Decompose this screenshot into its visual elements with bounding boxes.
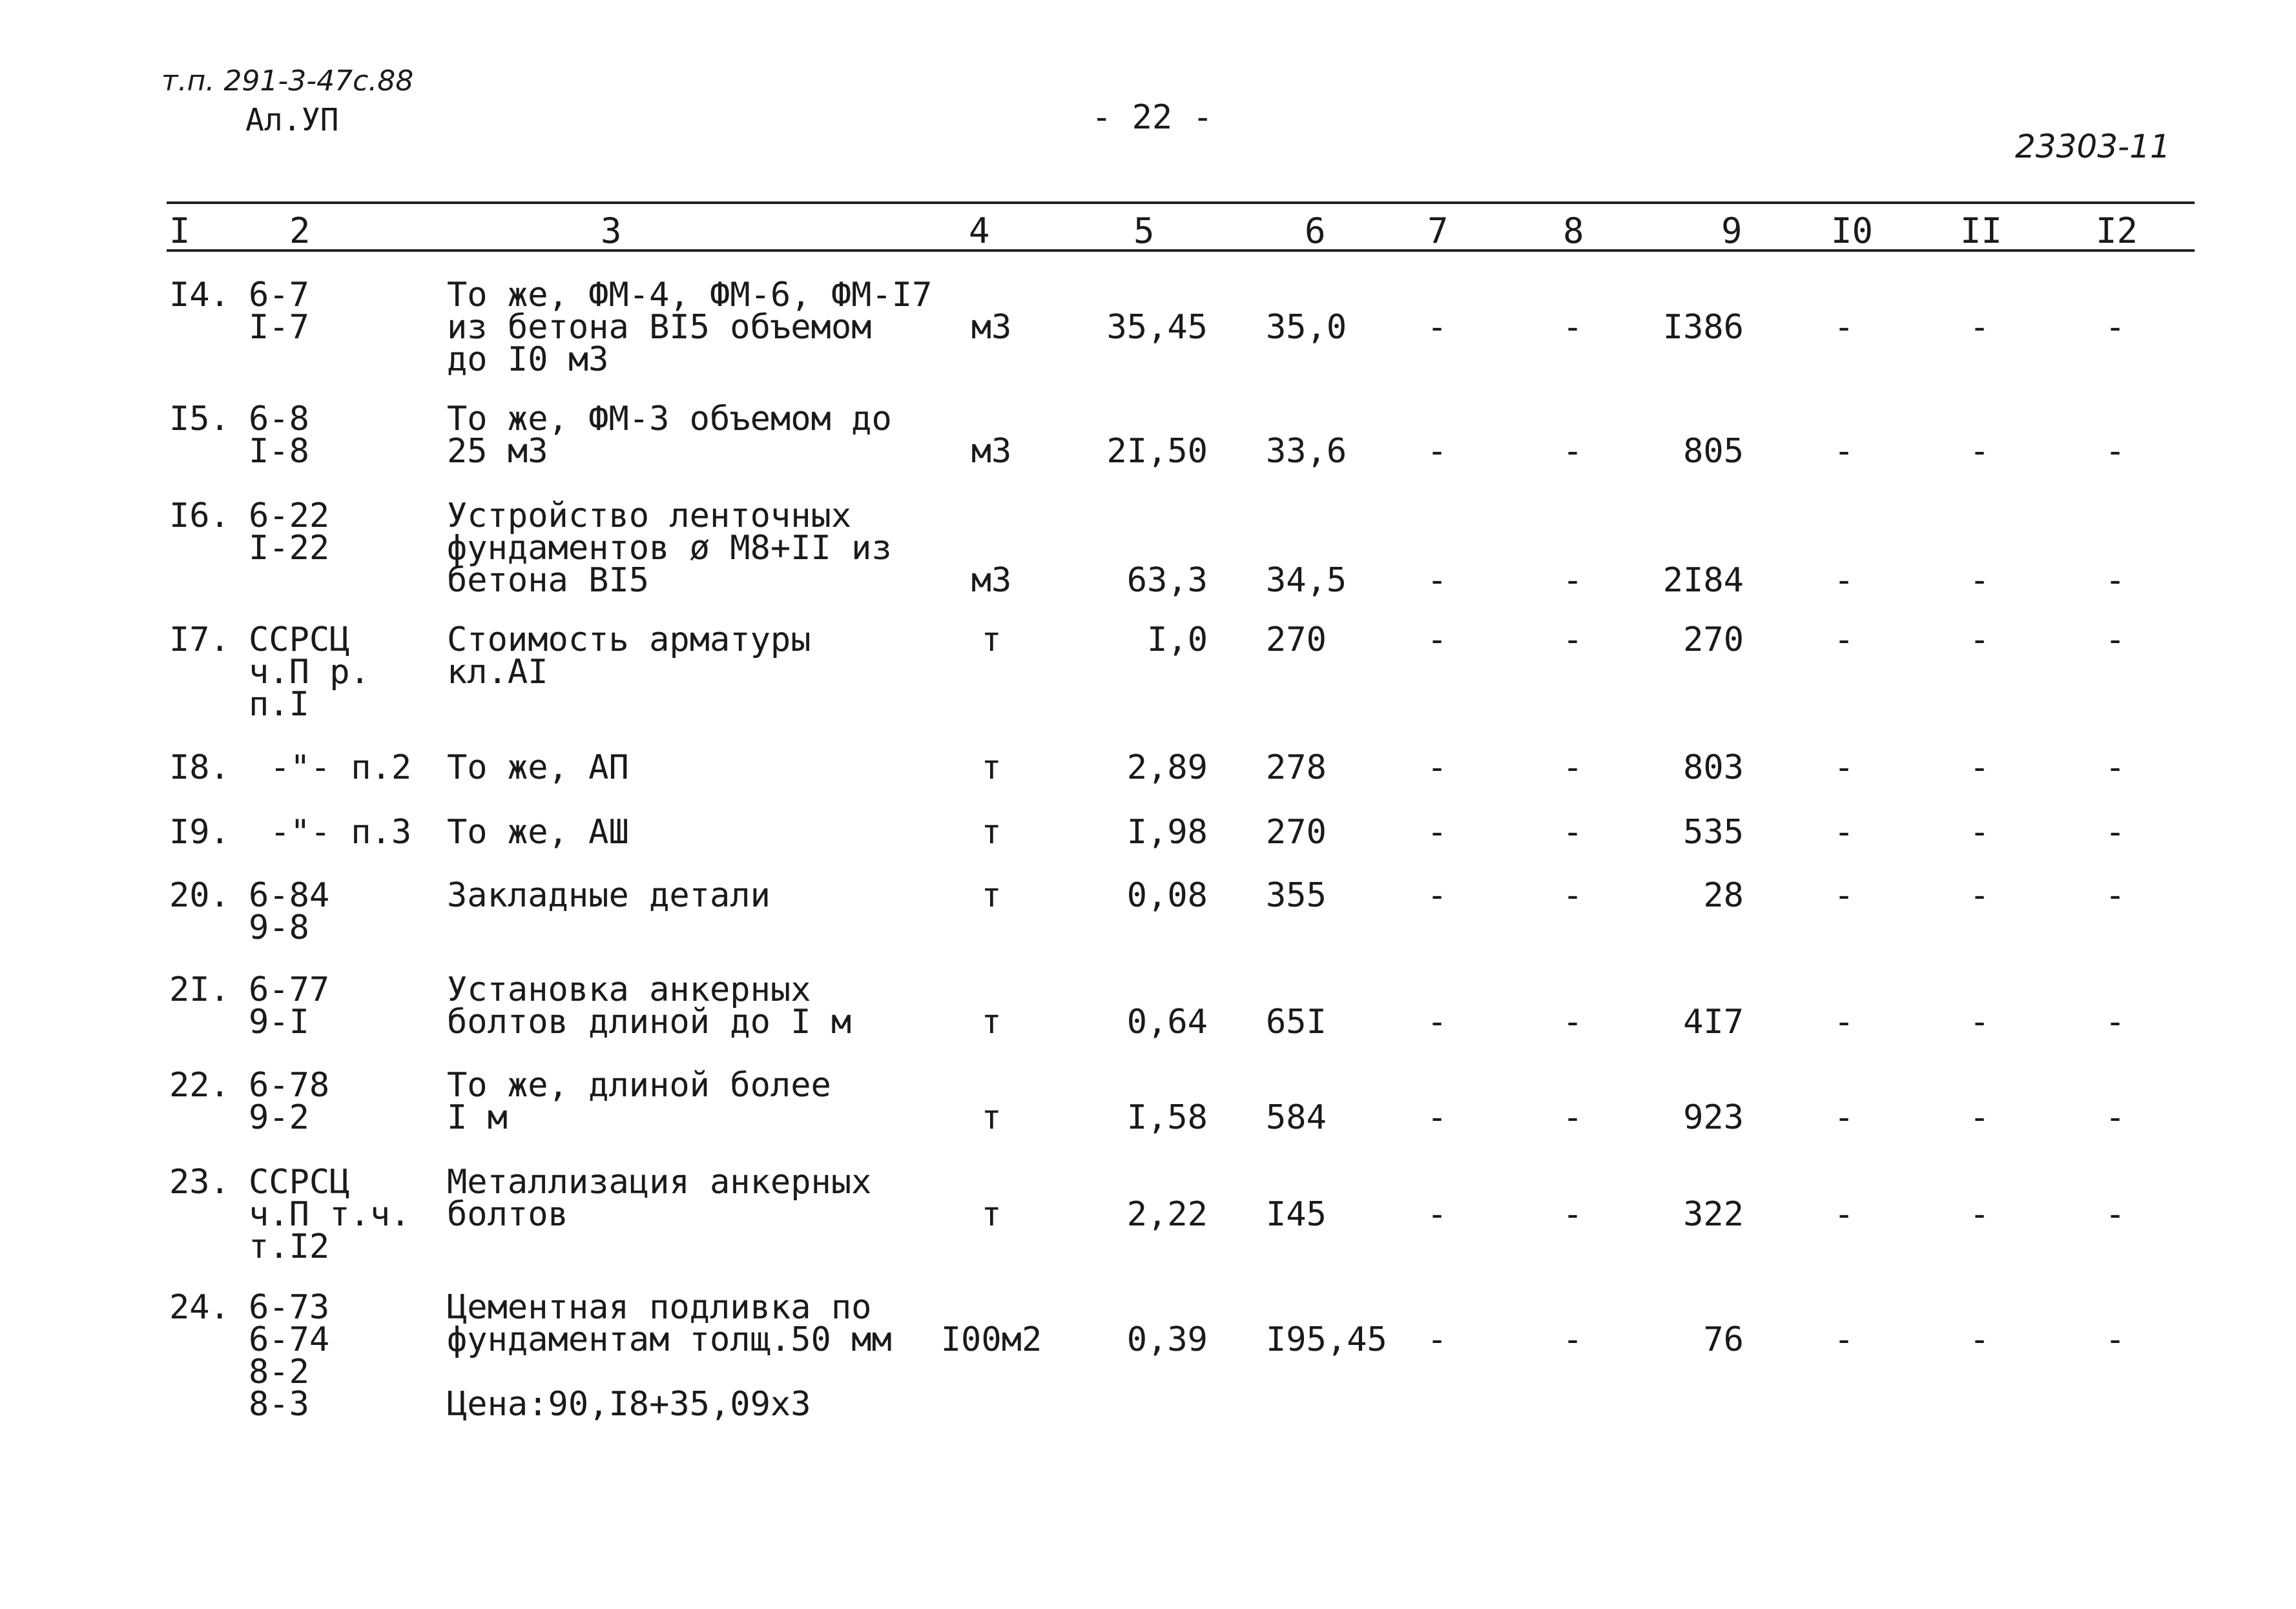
rate-code-line: ч.П р.	[249, 653, 370, 692]
column-header-1: I	[169, 210, 191, 251]
rate-code-line: 6-22	[249, 497, 330, 535]
total-cost-cell: 76	[1703, 1320, 1744, 1359]
rate-code-line: т.I2	[249, 1227, 330, 1266]
col7-cell: -	[1427, 813, 1447, 852]
unit-price-cell: 270	[1266, 813, 1327, 852]
col10-cell: -	[1834, 432, 1854, 471]
quantity-cell: 35,45	[1106, 308, 1208, 347]
row-number: I9.	[169, 813, 230, 852]
unit-price-cell: I95,45	[1266, 1320, 1387, 1359]
work-description-line: Установка анкерных	[447, 970, 811, 1009]
quantity-cell: I,0	[1147, 620, 1208, 659]
quantity-cell: I,98	[1126, 813, 1208, 852]
unit-cell: т	[981, 813, 1002, 852]
unit-price-cell: 278	[1266, 748, 1327, 787]
rate-code-line: 8-3	[249, 1385, 309, 1424]
col12-cell: -	[2105, 876, 2125, 915]
col12-cell: -	[2105, 561, 2125, 600]
row-number: I8.	[169, 748, 230, 787]
col11-cell: -	[1969, 620, 1990, 659]
table-header-rule	[167, 249, 2195, 252]
table-top-rule	[167, 201, 2195, 204]
quantity-cell: 2,22	[1126, 1195, 1208, 1234]
work-description-line: Металлизация анкерных	[447, 1163, 872, 1202]
col8-cell: -	[1562, 620, 1583, 659]
col7-cell: -	[1427, 876, 1447, 915]
unit-cell: т	[981, 1195, 1002, 1234]
row-number: 22.	[169, 1066, 230, 1105]
work-description-line: То же, длиной более	[447, 1066, 831, 1105]
col11-cell: -	[1969, 432, 1990, 471]
work-description-line: фундаментам толщ.50 мм	[447, 1320, 892, 1359]
col7-cell: -	[1427, 748, 1447, 787]
rate-code-line: -"- п.2	[270, 748, 412, 787]
col10-cell: -	[1834, 1195, 1854, 1234]
col8-cell: -	[1562, 1320, 1583, 1359]
col7-cell: -	[1427, 1098, 1447, 1137]
row-number: 24.	[169, 1288, 230, 1327]
row-number: I5.	[169, 400, 230, 438]
column-header-5: 5	[1133, 210, 1155, 251]
col12-cell: -	[2105, 1098, 2125, 1137]
col11-cell: -	[1969, 1003, 1990, 1041]
column-header-2: 2	[289, 210, 311, 251]
col8-cell: -	[1562, 561, 1583, 600]
rate-code-line: 6-73	[249, 1288, 330, 1327]
work-description-line: кл.АI	[447, 653, 548, 692]
work-description-line: Стоимость арматуры	[447, 620, 811, 659]
row-number: 2I.	[169, 970, 230, 1009]
rate-code-line: I-8	[249, 432, 309, 471]
rate-code-line: 6-78	[249, 1066, 330, 1105]
rate-code-line: I-22	[249, 529, 330, 568]
row-number: I6.	[169, 497, 230, 535]
col10-cell: -	[1834, 620, 1854, 659]
column-header-3: 3	[601, 210, 622, 251]
document-stamp-code: т.п. 291-3-47с.88	[161, 65, 414, 97]
rate-code-line: 6-74	[249, 1320, 330, 1359]
unit-cell: I00м2	[940, 1320, 1042, 1359]
work-description-line: до I0 м3	[447, 340, 609, 379]
total-cost-cell: 535	[1683, 813, 1744, 852]
unit-price-cell: 355	[1266, 876, 1327, 915]
work-description-line: фундаментов ø М8+II из	[447, 529, 892, 568]
unit-price-cell: 34,5	[1266, 561, 1347, 600]
col10-cell: -	[1834, 813, 1854, 852]
row-number: I7.	[169, 620, 230, 659]
col12-cell: -	[2105, 748, 2125, 787]
column-header-8: 8	[1563, 210, 1584, 251]
quantity-cell: 0,08	[1126, 876, 1208, 915]
column-header-9: 9	[1721, 210, 1743, 251]
rate-code-line: 6-7	[249, 276, 309, 314]
column-header-11: II	[1960, 210, 2003, 251]
rate-code-line: 6-8	[249, 400, 309, 438]
col7-cell: -	[1427, 1320, 1447, 1359]
rate-code-line: ССРСЦ	[249, 1163, 350, 1202]
unit-cell: м3	[971, 308, 1012, 347]
col10-cell: -	[1834, 308, 1854, 347]
rate-code-line: 6-84	[249, 876, 330, 915]
unit-cell: м3	[971, 561, 1012, 600]
work-description-line: болтов длиной до I м	[447, 1003, 852, 1041]
col11-cell: -	[1969, 813, 1990, 852]
work-description-line: из бетона BI5 объемом	[447, 308, 872, 347]
col11-cell: -	[1969, 876, 1990, 915]
col12-cell: -	[2105, 620, 2125, 659]
col12-cell: -	[2105, 1320, 2125, 1359]
work-description-line: Устройство ленточных	[447, 497, 852, 535]
unit-price-cell: 270	[1266, 620, 1327, 659]
work-description-line: То же, АП	[447, 748, 629, 787]
col8-cell: -	[1562, 432, 1583, 471]
quantity-cell: 0,39	[1126, 1320, 1208, 1359]
col12-cell: -	[2105, 308, 2125, 347]
total-cost-cell: 28	[1703, 876, 1744, 915]
quantity-cell: I,58	[1126, 1098, 1208, 1137]
total-cost-cell: 322	[1683, 1195, 1744, 1234]
col7-cell: -	[1427, 308, 1447, 347]
col12-cell: -	[2105, 813, 2125, 852]
col8-cell: -	[1562, 813, 1583, 852]
rate-code-line: 6-77	[249, 970, 330, 1009]
col11-cell: -	[1969, 1098, 1990, 1137]
unit-cell: т	[981, 1098, 1002, 1137]
unit-price-cell: 33,6	[1266, 432, 1347, 471]
rate-code-line: 8-2	[249, 1353, 309, 1391]
rate-code-line: 9-8	[249, 908, 309, 947]
rate-code-line: ССРСЦ	[249, 620, 350, 659]
column-header-4: 4	[969, 210, 990, 251]
col11-cell: -	[1969, 1195, 1990, 1234]
work-description-line: То же, АШ	[447, 813, 629, 852]
unit-cell: т	[981, 620, 1002, 659]
rate-code-line: ч.П т.ч.	[249, 1195, 411, 1234]
row-number: 23.	[169, 1163, 230, 1202]
column-header-6: 6	[1305, 210, 1326, 251]
work-description-line: То же, ФМ-3 объемом до	[447, 400, 892, 438]
unit-price-cell: 65I	[1266, 1003, 1327, 1041]
unit-price-cell: 35,0	[1266, 308, 1347, 347]
total-cost-cell: I386	[1662, 308, 1744, 347]
total-cost-cell: 805	[1683, 432, 1744, 471]
col7-cell: -	[1427, 1003, 1447, 1041]
unit-cell: т	[981, 748, 1002, 787]
quantity-cell: 63,3	[1126, 561, 1208, 600]
col10-cell: -	[1834, 748, 1854, 787]
row-number: I4.	[169, 276, 230, 314]
unit-cell: м3	[971, 432, 1012, 471]
work-description-line: Закладные детали	[447, 876, 771, 915]
page-number: - 22 -	[1091, 98, 1213, 137]
work-description-line: То же, ФМ-4, ФМ-6, ФМ-I7	[447, 276, 933, 314]
col11-cell: -	[1969, 1320, 1990, 1359]
total-cost-cell: 270	[1683, 620, 1744, 659]
unit-price-cell: I45	[1266, 1195, 1327, 1234]
rate-code-line: -"- п.3	[270, 813, 412, 852]
quantity-cell: 0,64	[1126, 1003, 1208, 1041]
row-number: 20.	[169, 876, 230, 915]
col12-cell: -	[2105, 432, 2125, 471]
rate-code-line: I-7	[249, 308, 309, 347]
rate-code-line: п.I	[249, 685, 309, 724]
col8-cell: -	[1562, 1098, 1583, 1137]
rate-code-line: 9-2	[249, 1098, 309, 1137]
col8-cell: -	[1562, 1003, 1583, 1041]
col8-cell: -	[1562, 308, 1583, 347]
archive-number: 23303-11	[2015, 128, 2171, 165]
col12-cell: -	[2105, 1195, 2125, 1234]
total-cost-cell: 803	[1683, 748, 1744, 787]
work-description-line: болтов	[447, 1195, 568, 1234]
column-header-7: 7	[1427, 210, 1449, 251]
total-cost-cell: 923	[1683, 1098, 1744, 1137]
work-description-line: Цементная подливка по	[447, 1288, 872, 1327]
col10-cell: -	[1834, 561, 1854, 600]
col8-cell: -	[1562, 876, 1583, 915]
quantity-cell: 2I,50	[1106, 432, 1208, 471]
col8-cell: -	[1562, 748, 1583, 787]
unit-cell: т	[981, 876, 1002, 915]
unit-cell: т	[981, 1003, 1002, 1041]
total-cost-cell: 2I84	[1662, 561, 1744, 600]
rate-code-line: 9-I	[249, 1003, 309, 1041]
work-description-line: I м	[447, 1098, 508, 1137]
col7-cell: -	[1427, 561, 1447, 600]
col10-cell: -	[1834, 1320, 1854, 1359]
column-header-10: I0	[1831, 210, 1874, 251]
album-label: Ал.УП	[245, 102, 339, 138]
col7-cell: -	[1427, 432, 1447, 471]
unit-price-cell: 584	[1266, 1098, 1327, 1137]
col10-cell: -	[1834, 1098, 1854, 1137]
col7-cell: -	[1427, 620, 1447, 659]
col11-cell: -	[1969, 748, 1990, 787]
work-description-line: Цена:90,I8+35,09х3	[447, 1385, 811, 1424]
col11-cell: -	[1969, 308, 1990, 347]
col8-cell: -	[1562, 1195, 1583, 1234]
col7-cell: -	[1427, 1195, 1447, 1234]
column-header-12: I2	[2096, 210, 2138, 251]
col10-cell: -	[1834, 1003, 1854, 1041]
work-description-line: бетона BI5	[447, 561, 650, 600]
col10-cell: -	[1834, 876, 1854, 915]
quantity-cell: 2,89	[1126, 748, 1208, 787]
col12-cell: -	[2105, 1003, 2125, 1041]
col11-cell: -	[1969, 561, 1990, 600]
total-cost-cell: 4I7	[1683, 1003, 1744, 1041]
work-description-line: 25 м3	[447, 432, 548, 471]
